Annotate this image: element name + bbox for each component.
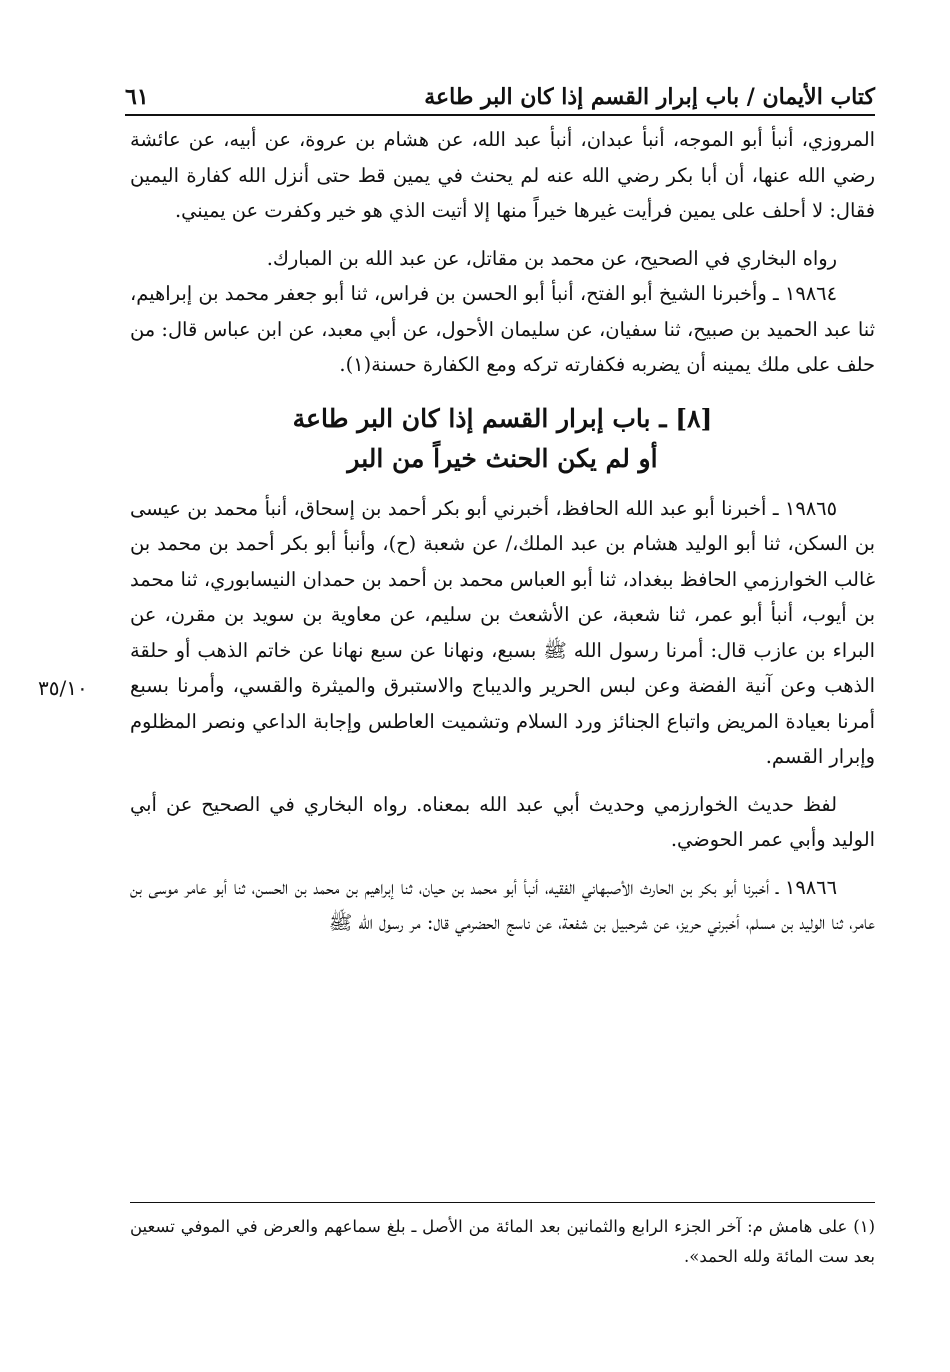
page-number: ٦١ <box>125 84 149 110</box>
chapter-heading-line-2: أو لم يكن الحنث خيراً من البر <box>347 443 658 473</box>
footnote: (١) على هامش م: آخر الجزء الرابع والثمانين بعد المائة من الأصل ـ بلغ سماعهم والعرض في الموفي تسعين بعد ست المائة ولله الحمد». <box>130 1217 875 1266</box>
chapter-heading <box>130 399 875 479</box>
paragraph-5: لفظ حديث الخوارزمي وحديث أبي عبد الله بمعناه. رواه البخاري في الصحيح عن أبي الوليد وأبي عمر الحوضي. <box>130 792 875 851</box>
margin-reference: ٣٥/١٠ <box>38 676 88 700</box>
chapter-heading-line-1: [٨] ـ باب إبرار القسم إذا كان البر طاعة <box>292 403 713 433</box>
paragraph-2: رواه البخاري في الصحيح، عن محمد بن مقاتل، عن عبد الله بن المبارك. <box>266 246 837 270</box>
running-title: كتاب الأيمان / باب إبرار القسم إذا كان البر طاعة <box>424 84 875 110</box>
footnote-divider <box>130 1202 875 1203</box>
paragraph-6: ١٩٨٦٦ ـ أخبرنا أبو بكر بن الحارث الأصبهاني الفقيه، أنبأ أبو محمد بن حيان، ثنا إبراهيم بن محمد بن الحسن، ثنا أبو عامر موسى بن عامر، ثنا الوليد بن مسلم، أخبرني حريز، عن شرحبيل بن شفعة، عن ناسج الحضرمي قال: مر رسول الله ﷺ <box>130 875 875 934</box>
running-header <box>125 76 875 116</box>
paragraph-1: المروزي، أنبأ أبو الموجه، أنبأ عبدان، أنبأ عبد الله، عن هشام بن عروة، عن أبيه، عن عائشة رضي الله عنها، أن أبا بكر رضي الله عنه لم يحنث في يمين قط حتى أنزل الله كفارة اليمين فقال: لا أحلف على يمين فرأيت غيرها خيراً منها إلا أتيت الذي هو خير وكفرت عن يميني. <box>130 128 875 222</box>
main-text <box>130 122 875 941</box>
paragraph-3: ١٩٨٦٤ ـ وأخبرنا الشيخ أبو الفتح، أنبأ أبو الحسن بن فراس، ثنا أبو جعفر محمد بن إبراهيم، ثنا عبد الحميد بن صبيح، ثنا سفيان، عن سليمان الأحول، عن أبي معبد، عن ابن عباس قال: من حلف على ملك يمينه أن يضربه فكفارته تركه ومع الكفارة حسنة(١). <box>130 282 875 376</box>
paragraph-4: ١٩٨٦٥ ـ أخبرنا أبو عبد الله الحافظ، أخبرني أبو بكر أحمد بن إسحاق، أنبأ محمد بن عيسى بن السكن، ثنا أبو الوليد هشام بن عبد الملك،/ عن شعبة (ح)، وأنبأ أبو بكر أحمد بن محمد بن غالب الخوارزمي الحافظ ببغداد، ثنا أبو العباس محمد بن أحمد بن حمدان النيسابوري، ثنا محمد بن أيوب، أنبأ أبو عمر، ثنا شعبة، عن الأشعث بن سليم، عن معاوية بن سويد بن مقرن، عن البراء بن عازب قال: أمرنا رسول الله ﷺ بسبع، ونهانا عن سبع نهانا عن خاتم الذهب أو حلقة الذهب وعن آنية الفضة وعن لبس الحرير والديباج والاستبرق والميثرة والقسي، وأمرنا بسبع أمرنا بعيادة المريض واتباع الجنائز ورد السلام وتشميت العاطس وإجابة الداعي ونصر المظلوم وإبرار القسم. <box>130 496 875 768</box>
